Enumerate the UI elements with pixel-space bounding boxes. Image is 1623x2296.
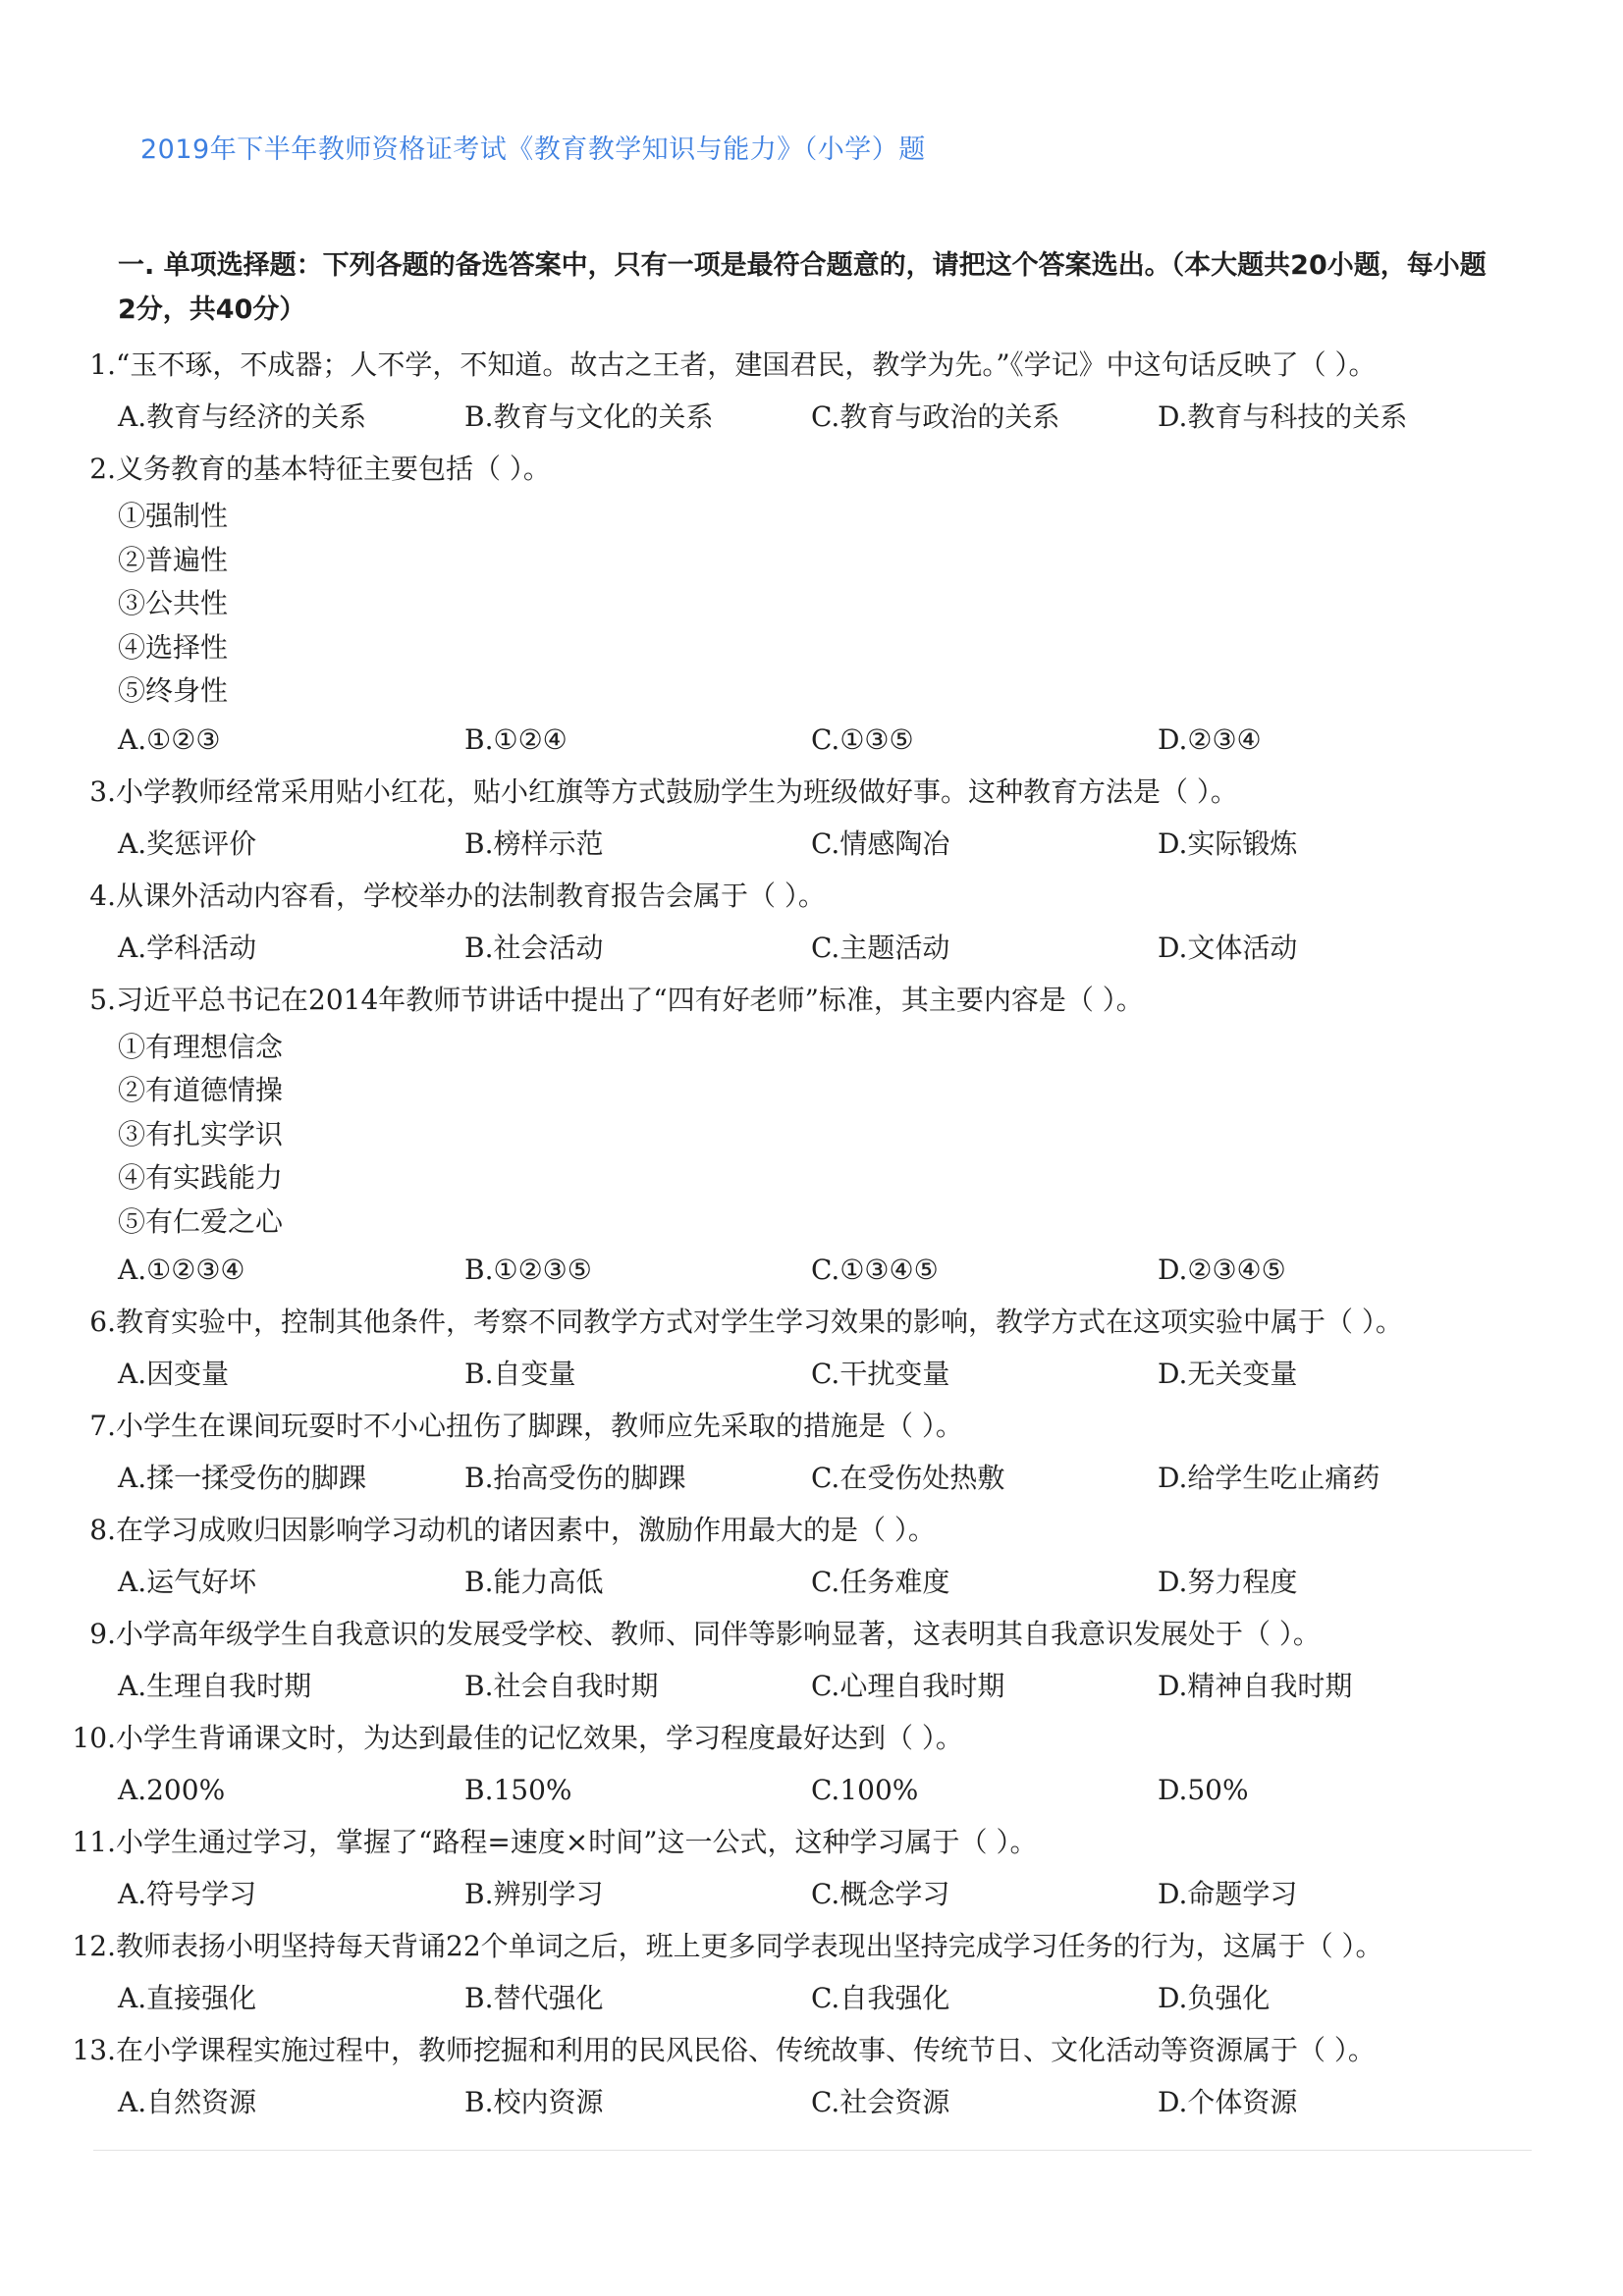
answer-options (0, 1660, 1623, 1712)
option-c: C.情感陶冶 (811, 827, 950, 860)
option-a: A.①②③ (118, 722, 221, 756)
option-b: B.150% (464, 1774, 572, 1806)
option-a: A.符号学习 (118, 1878, 257, 1910)
answer-options (0, 922, 1623, 974)
question-number: 8. (89, 1514, 116, 1546)
option-d: D.给学生吃止痛药 (1158, 1462, 1380, 1494)
question-number: 2. (89, 453, 116, 485)
question-text: “玉不琢，不成器；人不学，不知道。故古之王者，建国君民，教学为先。”《学记》中这句话反映了（ ）。 (116, 348, 1377, 381)
option-d: D.②③④⑤ (1158, 1254, 1286, 1286)
question-statement: ①强制性 (118, 500, 229, 532)
question-8 (0, 1504, 1623, 1608)
option-b: B.榜样示范 (464, 827, 604, 860)
option-a: A.自然资源 (118, 2086, 257, 2118)
option-a: A.运气好坏 (118, 1566, 257, 1598)
page-title: 2019年下半年教师资格证考试《教育教学知识与能力》（小学）题 (140, 134, 926, 165)
question-1 (0, 339, 1623, 443)
question-statement: ③公共性 (118, 587, 229, 619)
answer-options (0, 1244, 1623, 1296)
question-number: 1. (89, 348, 116, 381)
question-number: 6. (89, 1306, 116, 1338)
option-d: D.无关变量 (1158, 1358, 1298, 1390)
option-a: A.生理自我时期 (118, 1670, 312, 1702)
option-c: C.自我强化 (811, 1982, 950, 2014)
answer-options (0, 1348, 1623, 1400)
question-number: 12. (72, 1930, 116, 1962)
question-text: 教师表扬小明坚持每天背诵22个单词之后，班上更多同学表现出坚持完成学习任务的行为，这属于（ ）。 (116, 1930, 1383, 1962)
answer-options (0, 818, 1623, 870)
question-statement: ④有实践能力 (118, 1161, 284, 1194)
question-10 (0, 1712, 1623, 1816)
question-stem (0, 766, 1623, 818)
option-b: B.替代强化 (464, 1982, 604, 2014)
option-a: A.奖惩评价 (118, 827, 257, 860)
question-text: 在学习成败归因影响学习动机的诸因素中，激励作用最大的是（ ）。 (116, 1514, 936, 1546)
question-statement: ①有理想信念 (118, 1030, 284, 1063)
option-d: D.负强化 (1158, 1982, 1271, 2014)
answer-options (0, 714, 1623, 766)
option-a: A.教育与经济的关系 (118, 400, 367, 433)
option-b: B.教育与文化的关系 (464, 400, 714, 433)
question-statement: ②有道德情操 (118, 1074, 284, 1106)
question-stem (0, 1816, 1623, 1868)
question-13 (0, 2024, 1623, 2128)
option-d: D.精神自我时期 (1158, 1670, 1353, 1702)
question-list (0, 339, 1623, 2128)
option-b: B.能力高低 (464, 1566, 604, 1598)
option-c: C.社会资源 (811, 2086, 950, 2118)
question-text: 义务教育的基本特征主要包括（ ）。 (116, 453, 551, 485)
question-number: 7. (89, 1410, 116, 1442)
answer-options (0, 1972, 1623, 2024)
question-text: 习近平总书记在2014年教师节讲话中提出了“四有好老师”标准，其主要内容是（ ）。 (116, 983, 1144, 1016)
footer-divider (93, 2150, 1532, 2151)
option-c: C.在受伤处热敷 (811, 1462, 1005, 1494)
question-number: 5. (89, 983, 116, 1016)
question-text: 从课外活动内容看，学校举办的法制教育报告会属于（ ）。 (116, 879, 826, 912)
question-stem (0, 974, 1623, 1026)
option-c: C.①③⑤ (811, 722, 914, 756)
question-text: 小学高年级学生自我意识的发展受学校、教师、同伴等影响显著，这表明其自我意识发展处于（ ）。 (116, 1618, 1321, 1650)
option-d: D.命题学习 (1158, 1878, 1298, 1910)
option-a: A.200% (118, 1774, 226, 1806)
question-stem (0, 1400, 1623, 1452)
option-c: C.心理自我时期 (811, 1670, 1005, 1702)
option-a: A.因变量 (118, 1358, 230, 1390)
question-stem (0, 870, 1623, 922)
question-number: 11. (72, 1826, 116, 1858)
option-b: B.辨别学习 (464, 1878, 604, 1910)
question-3 (0, 766, 1623, 870)
answer-options (0, 1452, 1623, 1504)
question-stem (0, 2024, 1623, 2076)
question-statement: ⑤有仁爱之心 (118, 1204, 284, 1238)
question-stem (0, 1712, 1623, 1764)
question-statement: ③有扎实学识 (118, 1117, 284, 1150)
answer-options (0, 2076, 1623, 2128)
question-text: 在小学课程实施过程中，教师挖掘和利用的民风民俗、传统故事、传统节日、文化活动等资源属于（ ）。 (116, 2034, 1376, 2066)
option-c: C.教育与政治的关系 (811, 400, 1060, 433)
question-statement: ②普遍性 (118, 543, 229, 576)
question-4 (0, 870, 1623, 974)
question-text: 小学教师经常采用贴小红花，贴小红旗等方式鼓励学生为班级做好事。这种教育方法是（ ）。 (116, 774, 1238, 808)
option-d: D.教育与科技的关系 (1158, 400, 1408, 433)
option-b: B.社会活动 (464, 931, 604, 964)
question-number: 4. (89, 879, 116, 912)
option-b: B.社会自我时期 (464, 1670, 659, 1702)
option-b: B.①②④ (464, 722, 568, 756)
option-b: B.抬高受伤的脚踝 (464, 1462, 686, 1494)
option-d: D.个体资源 (1158, 2086, 1298, 2118)
option-d: D.实际锻炼 (1158, 827, 1298, 860)
question-text: 小学生通过学习，掌握了“路程=速度×时间”这一公式，这种学习属于（ ）。 (116, 1826, 1038, 1858)
question-stem (0, 1608, 1623, 1660)
question-stem (0, 1920, 1623, 1972)
question-number: 9. (89, 1618, 116, 1650)
question-11 (0, 1816, 1623, 1920)
option-b: B.校内资源 (464, 2086, 604, 2118)
question-number: 10. (72, 1722, 116, 1754)
question-6 (0, 1296, 1623, 1400)
answer-options (0, 1868, 1623, 1920)
option-c: C.干扰变量 (811, 1358, 950, 1390)
question-2 (0, 443, 1623, 766)
answer-options (0, 1764, 1623, 1816)
question-text: 教育实验中，控制其他条件，考察不同教学方式对学生学习效果的影响，教学方式在这项实验中属于（ ）。 (116, 1306, 1403, 1338)
option-c: C.任务难度 (811, 1566, 950, 1598)
option-c: C.主题活动 (811, 931, 950, 964)
option-a: A.学科活动 (118, 931, 257, 964)
answer-options (0, 391, 1623, 443)
option-c: C.概念学习 (811, 1878, 950, 1910)
question-7 (0, 1400, 1623, 1504)
option-b: B.自变量 (464, 1358, 576, 1390)
question-text: 小学生背诵课文时，为达到最佳的记忆效果，学习程度最好达到（ ）。 (116, 1722, 963, 1754)
option-d: D.文体活动 (1158, 931, 1298, 964)
question-stem (0, 1504, 1623, 1556)
question-number: 13. (72, 2034, 116, 2066)
option-b: B.①②③⑤ (464, 1254, 592, 1286)
option-a: A.直接强化 (118, 1982, 257, 2014)
question-9 (0, 1608, 1623, 1712)
question-statement: ⑤终身性 (118, 674, 229, 707)
question-12 (0, 1920, 1623, 2024)
option-a: A.揉一揉受伤的脚踝 (118, 1462, 367, 1494)
question-stem (0, 339, 1623, 391)
question-5 (0, 974, 1623, 1297)
option-d: D.②③④ (1158, 722, 1262, 756)
question-stem (0, 443, 1623, 495)
option-a: A.①②③④ (118, 1254, 245, 1286)
question-stem (0, 1296, 1623, 1348)
question-number: 3. (89, 774, 116, 808)
option-d: D.努力程度 (1158, 1566, 1298, 1598)
question-statement: ④选择性 (118, 630, 229, 664)
answer-options (0, 1556, 1623, 1608)
option-c: C.100% (811, 1774, 919, 1806)
option-d: D.50% (1158, 1774, 1249, 1806)
section-heading: 一. 单项选择题：下列各题的备选答案中，只有一项是最符合题意的，请把这个答案选出。（本大题共20小题，每小题2分，共40分） (118, 250, 1487, 325)
option-c: C.①③④⑤ (811, 1254, 939, 1286)
question-text: 小学生在课间玩耍时不小心扭伤了脚踝，教师应先采取的措施是（ ）。 (116, 1410, 963, 1442)
